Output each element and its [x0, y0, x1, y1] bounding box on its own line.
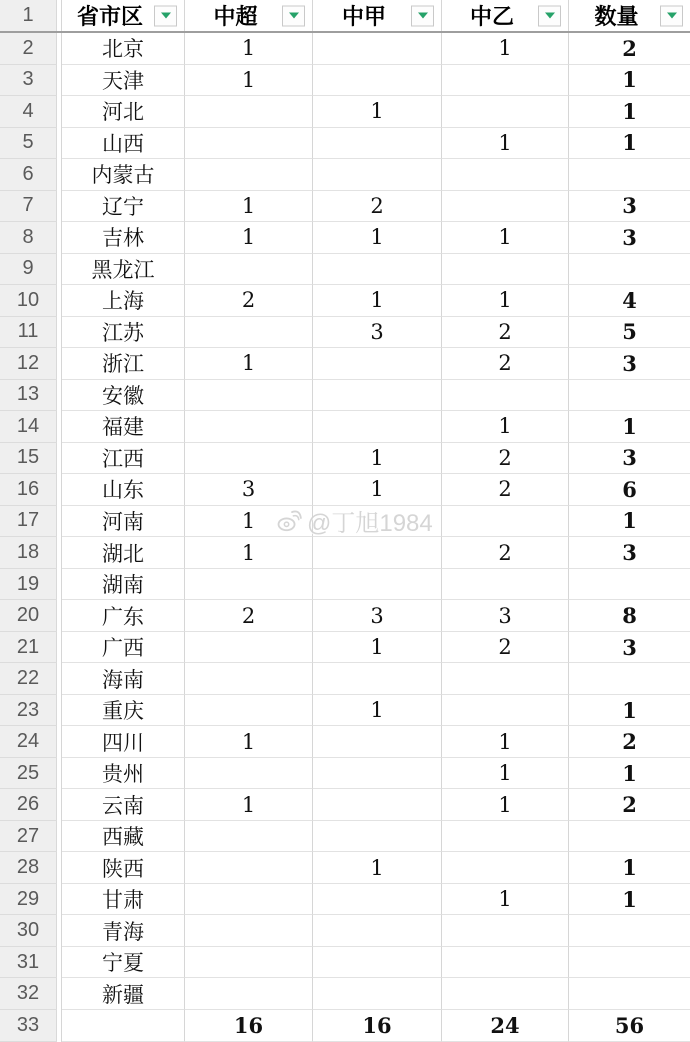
province-cell[interactable]: 新疆 — [62, 978, 185, 1010]
province-cell[interactable]: 河南 — [62, 506, 185, 538]
province-cell[interactable]: 广西 — [62, 632, 185, 664]
count-cell[interactable] — [569, 915, 690, 947]
league-two-cell[interactable] — [442, 65, 569, 97]
count-cell[interactable]: 6 — [569, 474, 690, 506]
province-cell[interactable]: 广东 — [62, 600, 185, 632]
count-cell[interactable]: 3 — [569, 348, 690, 380]
league-one-cell[interactable]: 1 — [313, 695, 442, 727]
league-two-cell[interactable] — [442, 947, 569, 979]
league-two-cell[interactable]: 24 — [442, 1010, 569, 1042]
count-cell[interactable] — [569, 569, 690, 601]
row-number-cell[interactable]: 20 — [0, 600, 57, 632]
province-cell[interactable]: 河北 — [62, 96, 185, 128]
filter-dropdown-button[interactable] — [411, 5, 434, 26]
column-header-label: 数量 — [594, 4, 639, 30]
row-number-cell[interactable]: 30 — [0, 915, 57, 947]
province-cell[interactable]: 安徽 — [62, 380, 185, 412]
league-two-cell[interactable] — [442, 191, 569, 223]
count-cell[interactable]: 1 — [569, 758, 690, 790]
league-two-cell[interactable]: 2 — [442, 443, 569, 475]
province-cell[interactable]: 四川 — [62, 726, 185, 758]
row-number-cell[interactable]: 32 — [0, 978, 57, 1010]
province-cell[interactable]: 北京 — [62, 33, 185, 65]
count-cell[interactable] — [569, 159, 690, 191]
count-cell[interactable]: 1 — [569, 695, 690, 727]
row-number-cell[interactable]: 7 — [0, 191, 57, 223]
count-cell[interactable]: 1 — [569, 65, 690, 97]
csl-cell[interactable] — [185, 663, 313, 695]
table-row — [0, 380, 690, 412]
table-row — [0, 348, 690, 380]
table-row — [0, 726, 690, 758]
count-cell[interactable]: 4 — [569, 285, 690, 317]
province-cell[interactable]: 内蒙古 — [62, 159, 185, 191]
province-cell[interactable]: 山东 — [62, 474, 185, 506]
league-two-cell[interactable]: 1 — [442, 285, 569, 317]
csl-cell[interactable]: 3 — [185, 474, 313, 506]
table-body — [0, 33, 690, 1042]
league-two-cell[interactable] — [442, 159, 569, 191]
header-cell-league-one[interactable] — [313, 0, 442, 31]
league-two-cell[interactable] — [442, 96, 569, 128]
table-row — [0, 663, 690, 695]
league-one-cell[interactable] — [313, 254, 442, 286]
count-cell[interactable]: 3 — [569, 443, 690, 475]
province-cell[interactable]: 天津 — [62, 65, 185, 97]
province-cell[interactable]: 浙江 — [62, 348, 185, 380]
table-row — [0, 821, 690, 853]
row-number-cell[interactable]: 1 — [0, 0, 57, 31]
csl-cell[interactable] — [185, 159, 313, 191]
league-one-cell[interactable] — [313, 348, 442, 380]
table-row — [0, 411, 690, 443]
province-cell[interactable]: 辽宁 — [62, 191, 185, 223]
province-cell[interactable]: 重庆 — [62, 695, 185, 727]
row-number-cell[interactable]: 2 — [0, 33, 57, 65]
league-one-cell[interactable]: 1 — [313, 96, 442, 128]
table-row — [0, 915, 690, 947]
province-cell[interactable]: 宁夏 — [62, 947, 185, 979]
province-cell[interactable]: 西藏 — [62, 821, 185, 853]
csl-cell[interactable] — [185, 380, 313, 412]
row-number-cell[interactable]: 4 — [0, 96, 57, 128]
league-one-cell[interactable]: 3 — [313, 317, 442, 349]
league-one-cell[interactable] — [313, 663, 442, 695]
count-cell[interactable]: 1 — [569, 411, 690, 443]
row-number-cell[interactable]: 9 — [0, 254, 57, 286]
count-cell[interactable]: 1 — [569, 884, 690, 916]
csl-cell[interactable] — [185, 915, 313, 947]
count-cell[interactable] — [569, 254, 690, 286]
row-number-cell[interactable]: 8 — [0, 222, 57, 254]
table-row — [0, 443, 690, 475]
province-cell[interactable]: 湖南 — [62, 569, 185, 601]
row-number-cell[interactable]: 25 — [0, 758, 57, 790]
league-two-cell[interactable] — [442, 915, 569, 947]
league-two-cell[interactable]: 2 — [442, 632, 569, 664]
league-one-cell[interactable]: 16 — [313, 1010, 442, 1042]
row-number-cell[interactable]: 26 — [0, 789, 57, 821]
league-two-cell[interactable]: 1 — [442, 222, 569, 254]
csl-cell[interactable] — [185, 569, 313, 601]
table-row — [0, 222, 690, 254]
league-two-cell[interactable]: 2 — [442, 317, 569, 349]
watermark-text: @丁旭1984 — [307, 510, 433, 537]
row-number-cell[interactable]: 5 — [0, 128, 57, 160]
row-number-cell[interactable]: 31 — [0, 947, 57, 979]
csl-cell[interactable] — [185, 128, 313, 160]
count-cell[interactable]: 2 — [569, 33, 690, 65]
league-one-cell[interactable] — [313, 821, 442, 853]
league-one-cell[interactable] — [313, 506, 442, 538]
csl-cell[interactable] — [185, 632, 313, 664]
league-two-cell[interactable] — [442, 663, 569, 695]
filter-arrow-icon — [289, 13, 299, 19]
table-row — [0, 695, 690, 727]
row-number-cell[interactable]: 24 — [0, 726, 57, 758]
csl-cell[interactable] — [185, 978, 313, 1010]
table-row — [0, 159, 690, 191]
row-number-cell[interactable]: 21 — [0, 632, 57, 664]
league-one-cell[interactable] — [313, 159, 442, 191]
row-number-cell[interactable]: 12 — [0, 348, 57, 380]
csl-cell[interactable]: 1 — [185, 537, 313, 569]
province-cell[interactable]: 海南 — [62, 663, 185, 695]
header-cell-league-two[interactable] — [442, 0, 569, 31]
column-header-label: 中超 — [213, 4, 258, 30]
league-two-cell[interactable] — [442, 852, 569, 884]
csl-cell[interactable]: 1 — [185, 222, 313, 254]
count-cell[interactable]: 3 — [569, 537, 690, 569]
filter-arrow-icon — [667, 13, 677, 19]
csl-cell[interactable] — [185, 411, 313, 443]
province-cell[interactable]: 湖北 — [62, 537, 185, 569]
province-cell[interactable]: 青海 — [62, 915, 185, 947]
csl-cell[interactable]: 1 — [185, 348, 313, 380]
count-cell[interactable]: 1 — [569, 128, 690, 160]
csl-cell[interactable]: 2 — [185, 285, 313, 317]
row-number-cell[interactable]: 6 — [0, 159, 57, 191]
league-two-cell[interactable] — [442, 506, 569, 538]
league-one-cell[interactable] — [313, 65, 442, 97]
league-two-cell[interactable]: 3 — [442, 600, 569, 632]
table-row — [0, 128, 690, 160]
league-one-cell[interactable] — [313, 789, 442, 821]
league-one-cell[interactable]: 1 — [313, 222, 442, 254]
league-one-cell[interactable] — [313, 537, 442, 569]
row-number-cell[interactable]: 16 — [0, 474, 57, 506]
count-cell[interactable]: 2 — [569, 789, 690, 821]
league-one-cell[interactable] — [313, 411, 442, 443]
csl-cell[interactable] — [185, 254, 313, 286]
table-row — [0, 33, 690, 65]
filter-dropdown-button[interactable] — [282, 5, 305, 26]
row-number-cell[interactable]: 15 — [0, 443, 57, 475]
league-one-cell[interactable] — [313, 33, 442, 65]
league-one-cell[interactable] — [313, 947, 442, 979]
league-one-cell[interactable] — [313, 128, 442, 160]
province-cell[interactable]: 黑龙江 — [62, 254, 185, 286]
league-one-cell[interactable] — [313, 726, 442, 758]
count-cell[interactable] — [569, 663, 690, 695]
table-row — [0, 632, 690, 664]
table-row — [0, 947, 690, 979]
csl-cell[interactable] — [185, 821, 313, 853]
csl-cell[interactable]: 1 — [185, 65, 313, 97]
league-two-cell[interactable]: 1 — [442, 726, 569, 758]
filter-dropdown-button[interactable] — [660, 5, 683, 26]
csl-cell[interactable]: 1 — [185, 726, 313, 758]
league-two-cell[interactable] — [442, 254, 569, 286]
count-cell[interactable]: 5 — [569, 317, 690, 349]
league-two-cell[interactable]: 1 — [442, 758, 569, 790]
count-cell[interactable]: 3 — [569, 191, 690, 223]
table-row — [0, 474, 690, 506]
table-row — [0, 852, 690, 884]
csl-cell[interactable] — [185, 443, 313, 475]
row-number-cell[interactable]: 28 — [0, 852, 57, 884]
filter-dropdown-button[interactable] — [154, 5, 177, 26]
count-cell[interactable] — [569, 947, 690, 979]
league-one-cell[interactable] — [313, 884, 442, 916]
province-cell[interactable]: 吉林 — [62, 222, 185, 254]
header-cell-province[interactable] — [62, 0, 185, 31]
league-one-cell[interactable]: 1 — [313, 474, 442, 506]
header-cell-csl[interactable] — [185, 0, 313, 31]
league-one-cell[interactable] — [313, 569, 442, 601]
league-one-cell[interactable]: 1 — [313, 632, 442, 664]
league-two-cell[interactable]: 2 — [442, 474, 569, 506]
header-cell-count[interactable] — [569, 0, 690, 31]
csl-cell[interactable]: 16 — [185, 1010, 313, 1042]
league-one-cell[interactable]: 3 — [313, 600, 442, 632]
league-two-cell[interactable] — [442, 978, 569, 1010]
table-row — [0, 65, 690, 97]
filter-arrow-icon — [161, 13, 171, 19]
league-two-cell[interactable]: 1 — [442, 33, 569, 65]
league-two-cell[interactable] — [442, 569, 569, 601]
table-row — [0, 96, 690, 128]
table-row — [0, 569, 690, 601]
count-cell[interactable]: 1 — [569, 852, 690, 884]
table-row — [0, 789, 690, 821]
csl-cell[interactable] — [185, 947, 313, 979]
table-row — [0, 600, 690, 632]
table-row — [0, 285, 690, 317]
league-two-cell[interactable]: 1 — [442, 411, 569, 443]
league-two-cell[interactable]: 2 — [442, 348, 569, 380]
table-row — [0, 758, 690, 790]
province-cell[interactable]: 福建 — [62, 411, 185, 443]
csl-cell[interactable] — [185, 852, 313, 884]
csl-cell[interactable]: 1 — [185, 789, 313, 821]
totals-row — [0, 1010, 690, 1042]
league-two-cell[interactable] — [442, 821, 569, 853]
table-row — [0, 506, 690, 538]
csl-cell[interactable]: 1 — [185, 33, 313, 65]
row-number-cell[interactable]: 10 — [0, 285, 57, 317]
row-number-cell[interactable]: 3 — [0, 65, 57, 97]
league-two-cell[interactable]: 1 — [442, 789, 569, 821]
count-cell[interactable] — [569, 380, 690, 412]
league-one-cell[interactable]: 1 — [313, 443, 442, 475]
league-one-cell[interactable] — [313, 380, 442, 412]
csl-cell[interactable] — [185, 758, 313, 790]
province-cell[interactable]: 贵州 — [62, 758, 185, 790]
table-row — [0, 537, 690, 569]
csl-cell[interactable] — [185, 695, 313, 727]
count-cell[interactable] — [569, 821, 690, 853]
province-cell[interactable]: 甘肃 — [62, 884, 185, 916]
league-one-cell[interactable]: 2 — [313, 191, 442, 223]
league-two-cell[interactable]: 2 — [442, 537, 569, 569]
league-one-cell[interactable]: 1 — [313, 852, 442, 884]
row-number-cell[interactable]: 23 — [0, 695, 57, 727]
table-row — [0, 317, 690, 349]
csl-cell[interactable]: 1 — [185, 506, 313, 538]
row-number-cell[interactable]: 29 — [0, 884, 57, 916]
league-two-cell[interactable] — [442, 380, 569, 412]
league-two-cell[interactable] — [442, 695, 569, 727]
province-cell[interactable]: 云南 — [62, 789, 185, 821]
table-row — [0, 254, 690, 286]
league-two-cell[interactable]: 1 — [442, 128, 569, 160]
csl-cell[interactable]: 2 — [185, 600, 313, 632]
row-number-cell[interactable]: 27 — [0, 821, 57, 853]
province-cell[interactable]: 山西 — [62, 128, 185, 160]
table-row — [0, 884, 690, 916]
table-row — [0, 978, 690, 1010]
province-cell[interactable]: 江西 — [62, 443, 185, 475]
csl-cell[interactable]: 1 — [185, 191, 313, 223]
count-cell[interactable]: 1 — [569, 506, 690, 538]
column-header-label: 中甲 — [341, 4, 386, 30]
csl-cell[interactable] — [185, 96, 313, 128]
filter-arrow-icon — [418, 13, 428, 19]
row-number-cell[interactable]: 33 — [0, 1010, 57, 1042]
count-cell[interactable]: 2 — [569, 726, 690, 758]
filter-dropdown-button[interactable] — [538, 5, 561, 26]
province-cell[interactable]: 上海 — [62, 285, 185, 317]
count-cell[interactable] — [569, 978, 690, 1010]
column-header-label: 省市区 — [76, 4, 143, 30]
province-cell[interactable] — [62, 1010, 185, 1042]
row-number-cell[interactable]: 17 — [0, 506, 57, 538]
row-number-cell[interactable]: 11 — [0, 317, 57, 349]
column-header-label: 中乙 — [469, 4, 514, 30]
count-cell[interactable]: 1 — [569, 96, 690, 128]
league-one-cell[interactable] — [313, 978, 442, 1010]
filter-arrow-icon — [545, 13, 555, 19]
count-cell[interactable]: 3 — [569, 632, 690, 664]
csl-cell[interactable] — [185, 884, 313, 916]
league-one-cell[interactable] — [313, 915, 442, 947]
row-number-cell[interactable]: 14 — [0, 411, 57, 443]
row-number-cell[interactable]: 22 — [0, 663, 57, 695]
row-number-cell[interactable]: 13 — [0, 380, 57, 412]
province-cell[interactable]: 陕西 — [62, 852, 185, 884]
province-cell[interactable]: 江苏 — [62, 317, 185, 349]
league-two-cell[interactable]: 1 — [442, 884, 569, 916]
count-cell[interactable]: 3 — [569, 222, 690, 254]
count-cell[interactable]: 8 — [569, 600, 690, 632]
count-cell[interactable]: 56 — [569, 1010, 690, 1042]
csl-cell[interactable] — [185, 317, 313, 349]
table-row — [0, 191, 690, 223]
row-number-cell[interactable]: 19 — [0, 569, 57, 601]
league-one-cell[interactable]: 1 — [313, 285, 442, 317]
row-number-cell[interactable]: 18 — [0, 537, 57, 569]
header-row — [0, 0, 690, 33]
league-one-cell[interactable] — [313, 758, 442, 790]
